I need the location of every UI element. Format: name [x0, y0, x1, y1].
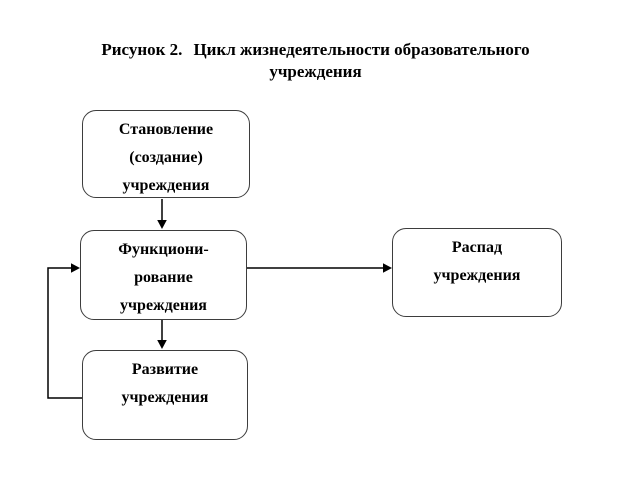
box-functioning-line: учреждения: [120, 297, 207, 314]
box-formation-line: учреждения: [122, 177, 210, 194]
box-disintegration-line: Распад: [451, 239, 503, 256]
caption-title-text: Цикл жизнедеятельности образовательного: [193, 40, 530, 59]
box-development: [82, 350, 248, 440]
box-development-line: учреждения: [121, 389, 209, 406]
box-functioning-line: рование: [134, 269, 193, 286]
box-formation-line: (создание): [129, 149, 203, 166]
box-formation: [82, 110, 250, 198]
box-formation-line: Становление: [118, 121, 214, 138]
box-development-line: Развитие: [131, 361, 199, 378]
feedback-loop-development-to-functioning: [48, 263, 82, 398]
caption-line-2: учреждения: [269, 62, 362, 81]
arrow-functioning-to-development: [157, 320, 167, 349]
arrow-functioning-to-disintegration: [247, 263, 392, 273]
box-disintegration: [392, 228, 562, 317]
box-functioning: [80, 230, 247, 320]
figure-number: Рисунок 2.: [101, 40, 183, 59]
box-disintegration-line: учреждения: [433, 267, 521, 284]
box-functioning-line: Функциони-: [118, 241, 209, 258]
arrow-formation-to-functioning: [157, 199, 167, 229]
